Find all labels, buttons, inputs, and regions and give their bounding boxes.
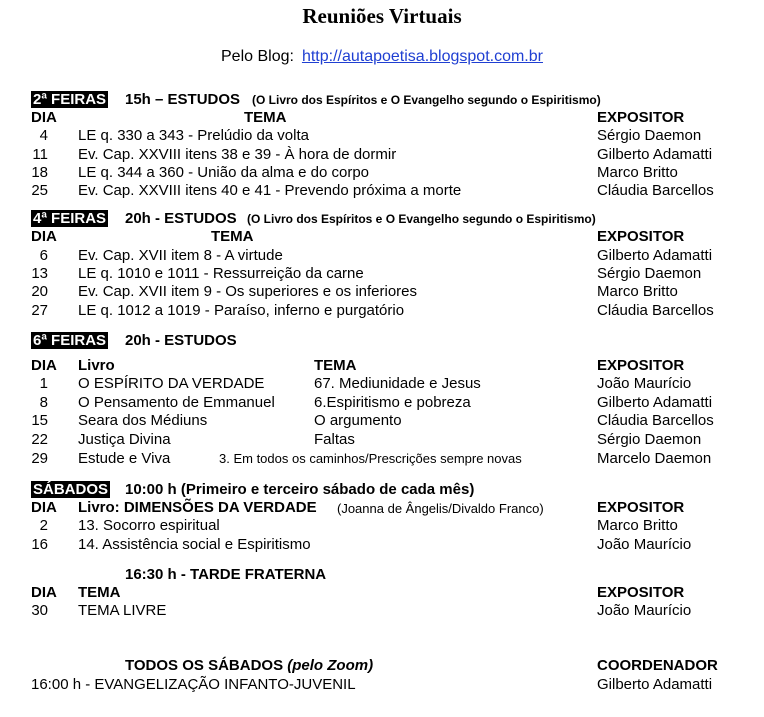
zoom-subtitle: (pelo Zoom) — [287, 657, 374, 674]
row-livro: Seara dos Médiuns — [78, 412, 208, 429]
section-header-sabado — [0, 480, 764, 499]
header-dia: DIA — [31, 109, 57, 126]
header-tema: TEMA — [244, 109, 287, 126]
table-row — [0, 282, 764, 301]
row-dia: 11 — [32, 146, 48, 163]
table-row — [0, 126, 764, 145]
table-row — [0, 411, 764, 430]
column-headers — [0, 108, 764, 127]
table-row — [0, 449, 764, 468]
row-tema: 67. Mediunidade e Jesus — [314, 375, 481, 392]
table-row — [0, 246, 764, 265]
section-header-tarde — [0, 565, 764, 584]
row-tema: LE q. 344 a 360 - União da alma e do corpo — [78, 164, 370, 181]
row-tema: O argumento — [314, 412, 402, 429]
table-row — [0, 430, 764, 449]
row-livro: Estude e Viva — [78, 450, 171, 467]
row-tema: LE q. 1010 e 1011 - Ressurreição da carne — [78, 265, 364, 282]
row-tema: TEMA LIVRE — [78, 602, 167, 619]
section-time: 20h - ESTUDOS — [125, 210, 237, 227]
row-expositor: Gilberto Adamatti — [597, 247, 713, 264]
row-tema: LE q. 1012 a 1019 - Paraíso, inferno e purgatório — [78, 302, 405, 319]
blog-label: Pelo Blog: — [221, 48, 294, 65]
table-row — [0, 535, 764, 554]
row-dia: 16 — [31, 536, 48, 553]
column-headers — [0, 356, 764, 375]
section-time: 16:30 h - TARDE FRATERNA — [125, 566, 327, 583]
row-expositor: Gilberto Adamatti — [597, 394, 713, 411]
row-tema: 3. Em todos os caminhos/Prescrições sempre novas — [219, 451, 522, 466]
row-expositor: Sérgio Daemon — [597, 265, 702, 282]
day-badge: 6ª FEIRAS — [33, 332, 107, 349]
row-expositor: João Maurício — [597, 602, 692, 619]
row-expositor: Cláudia Barcellos — [597, 412, 714, 429]
section-note: (O Livro dos Espíritos e O Evangelho segundo o Espiritismo) — [252, 93, 601, 107]
section-time: 20h - ESTUDOS — [125, 332, 237, 349]
table-row — [0, 601, 764, 620]
header-dia: DIA — [31, 584, 57, 601]
row-expositor: Cláudia Barcellos — [597, 182, 714, 199]
row-expositor: Marco Britto — [597, 164, 678, 181]
row-dia: 15 — [31, 412, 48, 429]
row-expositor: Marco Britto — [597, 517, 678, 534]
row-livro: O ESPÍRITO DA VERDADE — [78, 375, 265, 392]
column-headers — [0, 498, 764, 517]
row-livro: O Pensamento de Emmanuel — [78, 394, 275, 411]
row-livro: Justiça Divina — [78, 431, 171, 448]
row-tema: Ev. Cap. XVII item 8 - A virtude — [78, 247, 283, 264]
header-dia: DIA — [31, 357, 57, 374]
header-expositor: EXPOSITOR — [597, 499, 685, 516]
table-row — [0, 163, 764, 182]
page-title: Reuniões Virtuais — [302, 4, 462, 28]
row-tema: 14. Assistência social e Espiritismo — [78, 536, 311, 553]
row-dia: 20 — [31, 283, 48, 300]
day-badge: SÁBADOS — [33, 481, 109, 498]
zoom-header — [0, 656, 764, 675]
row-expositor: Cláudia Barcellos — [597, 302, 714, 319]
zoom-item: 16:00 h - EVANGELIZAÇÃO INFANTO-JUVENIL — [31, 676, 356, 693]
section-header-quarta — [0, 209, 764, 228]
section-time: 10:00 h (Primeiro e terceiro sábado de cada mês) — [125, 481, 475, 498]
column-headers — [0, 227, 764, 246]
row-dia: 18 — [31, 164, 48, 181]
row-dia: 25 — [31, 182, 48, 199]
header-expositor: EXPOSITOR — [597, 357, 685, 374]
row-dia: 29 — [31, 450, 48, 467]
zoom-title: TODOS OS SÁBADOS (pelo Zoom) — [125, 657, 374, 674]
header-expositor: EXPOSITOR — [597, 584, 685, 601]
zoom-row — [0, 675, 764, 694]
row-expositor: Marcelo Daemon — [597, 450, 712, 467]
header-expositor: EXPOSITOR — [597, 109, 685, 126]
header-livro: Livro — [78, 357, 115, 374]
row-dia: 13 — [31, 265, 48, 282]
row-tema: LE q. 330 a 343 - Prelúdio da volta — [78, 127, 309, 144]
row-dia: 22 — [31, 431, 48, 448]
row-expositor: Gilberto Adamatti — [597, 146, 713, 163]
row-expositor: João Maurício — [597, 536, 692, 553]
table-row — [0, 374, 764, 393]
table-row — [0, 301, 764, 320]
row-tema: Ev. Cap. XXVIII itens 38 e 39 - À hora de dormir — [78, 146, 397, 163]
section-header-segunda — [0, 90, 764, 109]
row-expositor: Sérgio Daemon — [597, 127, 702, 144]
header-dia: DIA — [31, 499, 57, 516]
header-dia: DIA — [31, 228, 57, 245]
table-row — [0, 264, 764, 283]
header-livro: Livro: DIMENSÕES DA VERDADE — [78, 499, 317, 516]
header-expositor: EXPOSITOR — [597, 228, 685, 245]
row-dia: 2 — [39, 517, 48, 534]
row-dia: 4 — [39, 127, 48, 144]
row-dia: 8 — [39, 394, 48, 411]
row-tema: 13. Socorro espiritual — [78, 517, 220, 534]
row-dia: 1 — [39, 375, 48, 392]
section-time: 15h – ESTUDOS — [125, 91, 241, 108]
table-row — [0, 516, 764, 535]
row-tema: Ev. Cap. XXVIII itens 40 e 41 - Prevendo próxima a morte — [78, 182, 462, 199]
header-coordenador: COORDENADOR — [597, 657, 718, 674]
section-note: (O Livro dos Espíritos e O Evangelho segundo o Espiritismo) — [247, 212, 596, 226]
row-tema: Ev. Cap. XVII item 9 - Os superiores e os inferiores — [78, 283, 418, 300]
blog-line — [0, 48, 764, 66]
table-row — [0, 145, 764, 164]
header-tema: TEMA — [314, 357, 357, 374]
row-expositor: João Maurício — [597, 375, 692, 392]
table-row — [0, 393, 764, 412]
row-dia: 27 — [31, 302, 48, 319]
header-author: (Joanna de Ângelis/Divaldo Franco) — [337, 501, 544, 516]
header-tema: TEMA — [211, 228, 254, 245]
zoom-coordenador: Gilberto Adamatti — [597, 676, 713, 693]
row-expositor: Sérgio Daemon — [597, 431, 702, 448]
column-headers — [0, 583, 764, 602]
row-tema: 6.Espiritismo e pobreza — [314, 394, 471, 411]
day-badge: 4ª FEIRAS — [33, 210, 107, 227]
day-badge: 2ª FEIRAS — [33, 91, 107, 108]
row-dia: 6 — [39, 247, 48, 264]
row-expositor: Marco Britto — [597, 283, 678, 300]
table-row — [0, 181, 764, 200]
header-tema: TEMA — [78, 584, 121, 601]
row-tema: Faltas — [314, 431, 355, 448]
blog-link[interactable]: http://autapoetisa.blogspot.com.br — [301, 48, 543, 65]
row-dia: 30 — [31, 602, 48, 619]
section-header-sexta — [0, 331, 764, 350]
